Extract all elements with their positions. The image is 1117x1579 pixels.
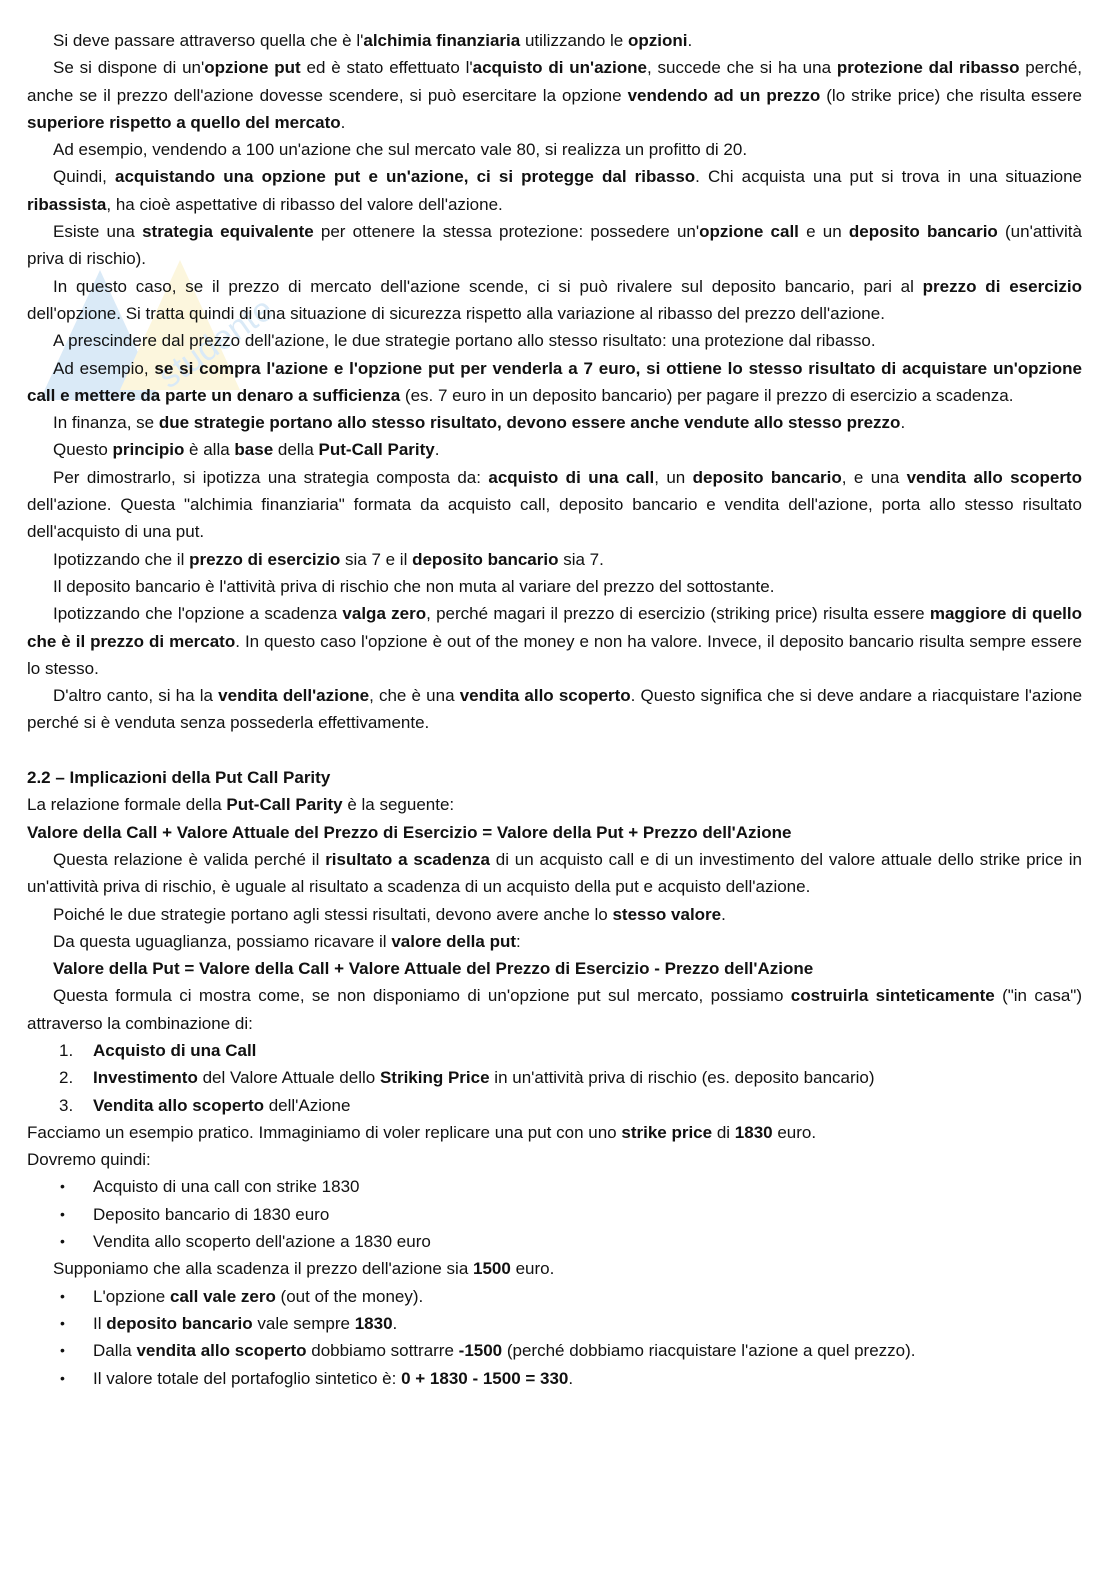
text: sia 7 e il	[340, 549, 413, 569]
bold-text: -1500	[458, 1341, 503, 1361]
text: Supponiamo che alla scadenza il prezzo dell'azione sia	[53, 1259, 474, 1279]
bold-text: due strategie portano allo stesso risultato, devono essere anche vendute allo stesso prezzo	[158, 413, 901, 433]
blank-line	[27, 737, 1082, 764]
bold-text: costruirla sinteticamente	[790, 986, 995, 1006]
bold-text: Valore della Put = Valore della Call + Valore Attuale del Prezzo di Esercizio - Prezzo dell'Azione	[53, 959, 814, 979]
text: Vendita allo scoperto dell'azione a 1830 euro	[93, 1232, 431, 1252]
bold-text: ribassista	[27, 194, 107, 214]
paragraph	[27, 982, 1082, 1037]
text: utilizzando le	[520, 31, 628, 50]
text: Per dimostrarlo, si ipotizza una strategia composta da:	[53, 467, 489, 487]
bold-text: principio	[112, 440, 185, 460]
text: , ha cioè aspettative di ribasso del valore dell'azione.	[106, 194, 503, 214]
numbered-list-item	[27, 1037, 1082, 1064]
text: per ottenere la stessa protezione: possedere un'	[313, 222, 700, 242]
text: .	[568, 1368, 574, 1388]
text: Quindi,	[53, 167, 115, 187]
text: Da questa uguaglianza, possiamo ricavare il	[53, 931, 392, 951]
bold-text: 1830	[354, 1313, 393, 1333]
text: di	[712, 1122, 735, 1142]
bold-text: 1830	[734, 1122, 773, 1142]
text: Poiché le due strategie portano agli stessi risultati, devono avere anche lo	[53, 904, 613, 924]
text: Questa relazione è valida perché il	[53, 849, 326, 869]
text: .	[900, 413, 906, 433]
bold-text: strategia equivalente	[142, 222, 314, 242]
bold-text: strike price	[621, 1122, 713, 1142]
numbered-list-item	[27, 1092, 1082, 1119]
bold-text: deposito bancario	[692, 467, 842, 487]
bold-text: call vale zero	[169, 1286, 276, 1306]
text: In finanza, se	[53, 413, 159, 433]
bullet-list-item	[27, 1283, 1082, 1310]
text: Dalla	[93, 1341, 137, 1361]
bold-text: deposito bancario	[106, 1313, 253, 1333]
bullet-list-item	[27, 1310, 1082, 1337]
text: Il	[93, 1313, 107, 1333]
text: .	[434, 440, 440, 460]
paragraph	[27, 27, 1082, 54]
bold-text: opzione put	[204, 58, 301, 78]
bullet-icon: •	[60, 1233, 65, 1250]
text: dell'azione. Questa "alchimia finanziaria" formata da acquisto call, deposito bancario e vendita dell'azione, porta allo stesso risultato dell'acquisto di una put.	[27, 495, 1082, 542]
list-number: 1.	[59, 1040, 74, 1060]
paragraph	[27, 218, 1082, 273]
paragraph	[27, 819, 1082, 846]
paragraph	[27, 546, 1082, 573]
bullet-icon: •	[60, 1287, 65, 1304]
numbered-list-item	[27, 1064, 1082, 1091]
text: .	[687, 31, 693, 50]
text: , succede che si ha una	[646, 58, 837, 78]
text: Si deve passare attraverso quella che è l'	[53, 31, 364, 50]
svg-text:studente: studente	[151, 289, 281, 396]
text: (es. 7 euro in un deposito bancario) per pagare il prezzo di esercizio a scadenza.	[400, 385, 1014, 405]
text: A prescindere dal prezzo dell'azione, le due strategie portano allo stesso risultato: una protezione dal ribasso.	[53, 331, 876, 351]
bold-text: vendendo ad un prezzo	[627, 85, 821, 105]
text: è alla	[184, 440, 235, 460]
bold-text: prezzo di esercizio	[922, 276, 1082, 296]
paragraph	[27, 791, 1082, 818]
text: .	[721, 904, 726, 924]
paragraph	[27, 682, 1082, 737]
bold-text: base	[234, 440, 274, 460]
text: Il valore totale del portafoglio sintetico è:	[93, 1368, 402, 1388]
bullet-icon: •	[60, 1342, 65, 1359]
text: . In questo caso l'opzione è out of the money e non ha valore. Invece, il deposito bancario risulta sempre essere lo stesso.	[27, 631, 1083, 678]
paragraph	[27, 355, 1082, 410]
bullet-list-item	[27, 1365, 1082, 1392]
bold-text: Put-Call Parity	[226, 795, 343, 815]
text: Ad esempio, vendendo a 100 un'azione che sul mercato vale 80, si realizza un profitto di 20.	[53, 140, 748, 160]
bold-text: risultato a scadenza	[325, 849, 490, 869]
paragraph	[27, 464, 1082, 546]
text: Acquisto di una call con strike 1830	[93, 1177, 360, 1197]
text: euro.	[510, 1259, 555, 1279]
text: (un'attività priva di rischio).	[27, 222, 1082, 269]
document-page	[27, 27, 1082, 1392]
text: , che è una	[369, 686, 460, 706]
bold-text: opzione call	[699, 222, 799, 242]
text: di un acquisto call e di un investimento del valore attuale dello strike price in un'attività priva di rischio, è uguale al risultato a scadenza di un acquisto della put e acquisto dell'azione.	[27, 849, 1082, 897]
bullet-list-item	[27, 1228, 1082, 1255]
bold-text: deposito bancario	[412, 549, 559, 569]
bold-text: vendita dell'azione	[218, 686, 370, 706]
text: Deposito bancario di 1830 euro	[93, 1204, 330, 1224]
bold-text: maggiore di quello che è il prezzo di mercato	[27, 604, 1083, 651]
text: La relazione formale della	[27, 795, 227, 815]
text: ed è stato effettuato l'	[300, 58, 473, 78]
bold-text: 0 + 1830 - 1500 = 330	[401, 1368, 569, 1388]
text: D'altro canto, si ha la	[53, 686, 219, 706]
bullet-list-item	[27, 1173, 1082, 1200]
bold-text: opzioni	[627, 31, 688, 50]
text: Ipotizzando che l'opzione a scadenza	[53, 604, 343, 624]
text: L'opzione	[93, 1286, 170, 1306]
paragraph	[27, 327, 1082, 354]
paragraph	[27, 928, 1082, 955]
paragraph	[27, 1119, 1082, 1146]
text: (lo strike price) che risulta essere	[820, 85, 1082, 105]
paragraph	[27, 901, 1082, 928]
text: Dovremo quindi:	[27, 1150, 151, 1170]
text: Ipotizzando che il	[53, 549, 190, 569]
text: In questo caso, se il prezzo di mercato dell'azione scende, ci si può rivalere sul deposito bancario, pari al	[53, 276, 923, 296]
bold-text: vendita allo scoperto	[459, 686, 631, 706]
text: , e una	[841, 467, 907, 487]
bold-text: vendita allo scoperto	[136, 1341, 307, 1361]
paragraph	[27, 573, 1082, 600]
text: Questo	[53, 440, 113, 460]
bold-text: se si compra l'azione e l'opzione put per venderla a 7 euro, si ottiene lo stesso risultato di acquistare un'opzione call e mettere da parte un denaro a sufficienza	[27, 358, 1082, 405]
text: :	[516, 931, 521, 951]
bold-text: deposito bancario	[848, 222, 998, 242]
section-heading	[27, 764, 1082, 791]
text: dobbiamo sottrarre	[306, 1341, 459, 1361]
text: della	[273, 440, 319, 460]
bullet-list-item	[27, 1201, 1082, 1228]
bullet-icon: •	[60, 1369, 65, 1386]
text: Questa formula ci mostra come, se non disponiamo di un'opzione put sul mercato, possiamo	[53, 986, 791, 1006]
bullet-icon: •	[60, 1178, 65, 1195]
bold-text: superiore rispetto a quello del mercato	[27, 112, 341, 132]
bold-text: Put-Call Parity	[318, 440, 435, 460]
paragraph	[27, 163, 1082, 218]
text: euro.	[772, 1122, 817, 1142]
paragraph	[27, 1255, 1082, 1282]
text: perché, anche se il prezzo dell'azione dovesse scendere, si può esercitare la opzione	[27, 58, 1082, 105]
text: Ad esempio,	[53, 358, 155, 378]
paragraph	[27, 54, 1082, 136]
text: dell'opzione. Si tratta quindi di una situazione di sicurezza rispetto alla variazione al ribasso del prezzo dell'azione.	[27, 303, 885, 323]
text: in un'attività priva di rischio (es. deposito bancario)	[489, 1068, 875, 1088]
bold-text: Valore della Call + Valore Attuale del Prezzo di Esercizio = Valore della Put + Prezzo dell'Azione	[27, 822, 792, 842]
bold-text: 1500	[473, 1259, 511, 1279]
paragraph	[27, 436, 1082, 463]
text: dell'Azione	[264, 1095, 351, 1115]
paragraph	[27, 273, 1082, 328]
text: . Questo significa che si deve andare a riacquistare l'azione perché si è venduta senza possederla effettivamente.	[27, 686, 1083, 733]
bold-text: prezzo di esercizio	[189, 549, 341, 569]
text: ("in casa") attraverso la combinazione di:	[27, 986, 1082, 1033]
paragraph	[27, 136, 1082, 163]
list-number: 2.	[59, 1068, 74, 1088]
text: Esiste una	[53, 222, 143, 242]
bold-text: Investimento	[93, 1068, 198, 1088]
paragraph	[27, 600, 1082, 682]
text: (out of the money).	[275, 1286, 424, 1306]
bold-text: Acquisto di una Call	[93, 1040, 257, 1060]
bold-text: stesso valore	[612, 904, 722, 924]
paragraph	[27, 1146, 1082, 1173]
text: del Valore Attuale dello	[197, 1068, 380, 1088]
paragraph	[27, 846, 1082, 901]
text: Il deposito bancario è l'attività priva di rischio che non muta al variare del prezzo del sottostante.	[53, 576, 775, 596]
bold-text: acquisto di una call	[488, 467, 655, 487]
bullet-icon: •	[60, 1205, 65, 1222]
bullet-icon: •	[60, 1314, 65, 1331]
bold-text: 2.2 – Implicazioni della Put Call Parity	[27, 768, 331, 788]
paragraph	[27, 409, 1082, 436]
text: sia 7.	[558, 549, 604, 569]
bold-text: acquistando una opzione put e un'azione, ci si protegge dal ribasso	[114, 167, 696, 187]
bold-text: Striking Price	[379, 1068, 490, 1088]
bold-text: valore della put	[391, 931, 517, 951]
bold-text: valga zero	[342, 604, 427, 624]
bold-text: protezione dal ribasso	[836, 58, 1020, 78]
text: .	[392, 1313, 398, 1333]
paragraph	[27, 955, 1082, 982]
text: .	[340, 112, 346, 132]
bold-text: acquisto di un'azione	[472, 58, 647, 78]
text: , perché magari il prezzo di esercizio (striking price) risulta essere	[426, 604, 930, 624]
text: Se si dispone di un'	[53, 58, 205, 78]
text: è la seguente:	[342, 795, 455, 815]
text: e un	[798, 222, 849, 242]
text: (perché dobbiamo riacquistare l'azione a quel prezzo).	[502, 1341, 916, 1361]
text: Facciamo un esempio pratico. Immaginiamo di voler replicare una put con uno	[27, 1122, 622, 1142]
bullet-list-item	[27, 1337, 1082, 1364]
text: , un	[654, 467, 693, 487]
text: vale sempre	[252, 1313, 355, 1333]
bold-text: alchimia finanziaria	[363, 31, 521, 50]
text: . Chi acquista una put si trova in una situazione	[695, 167, 1082, 187]
list-number: 3.	[59, 1095, 74, 1115]
bold-text: Vendita allo scoperto	[93, 1095, 264, 1115]
bold-text: vendita allo scoperto	[906, 467, 1082, 487]
